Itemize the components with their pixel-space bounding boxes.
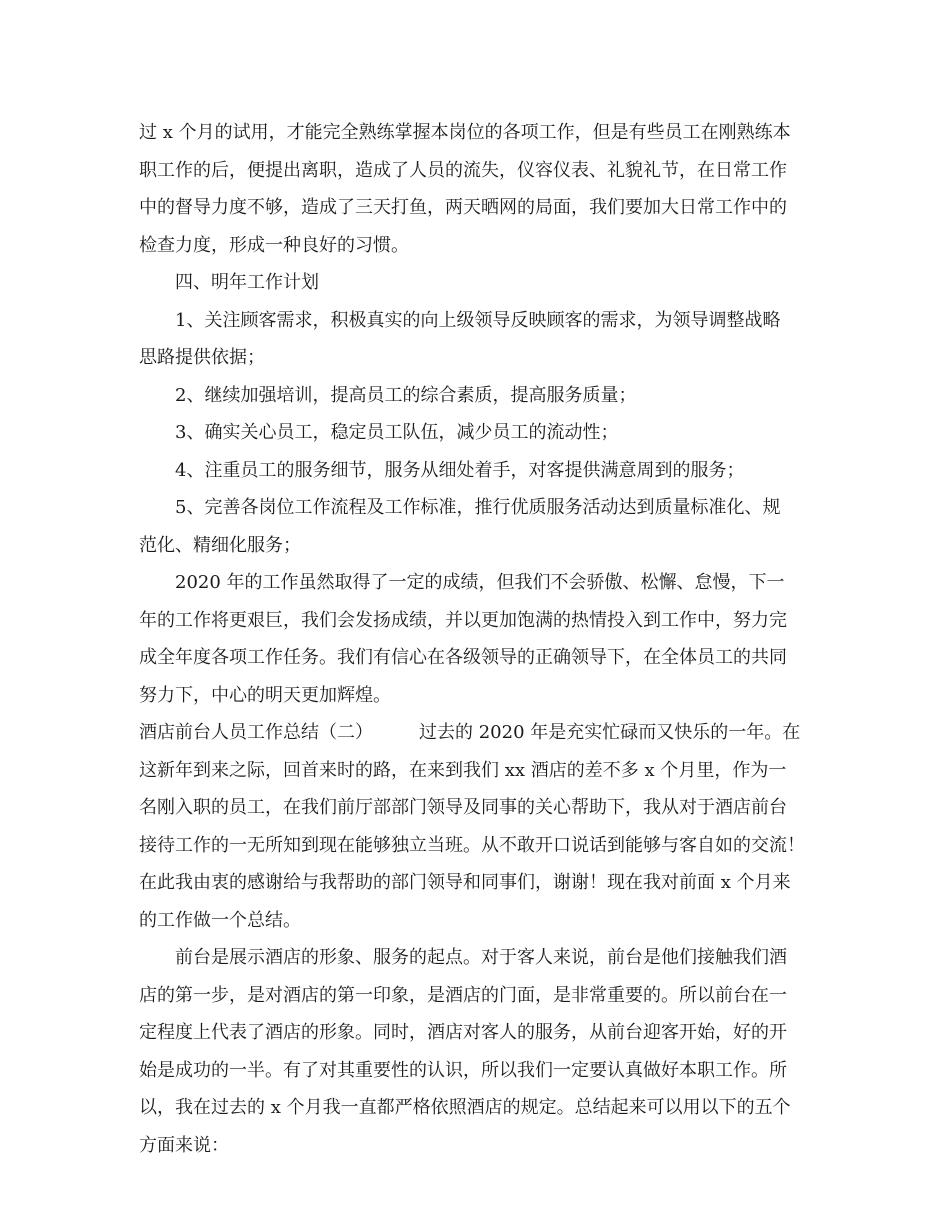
text-line: 范化、精细化服务； xyxy=(139,534,301,556)
text-line: 始是成功的一半。有了对其重要性的认识，所以我们一定要认真做好本职工作。所 xyxy=(139,1059,787,1081)
text-line: 店的第一步，是对酒店的第一印象，是酒店的门面，是非常重要的。所以前台在一 xyxy=(139,984,787,1006)
text-line: 中的督导力度不够，造成了三天打鱼，两天晒网的局面，我们要加大日常工作中的 xyxy=(139,197,787,218)
text-line: 接待工作的一无所知到现在能够独立当班。从不敢开口说话到能够与客自如的交流！ xyxy=(139,834,805,856)
title-line xyxy=(139,714,819,752)
text-line: 的工作做一个总结。 xyxy=(139,909,301,931)
paragraph-start: 2020 年的工作虽然取得了一定的成绩，但我们不会骄傲、松懈、怠慢，下一 xyxy=(175,572,785,593)
text-line: 这新年到来之际，回首来时的路，在来到我们 xx 酒店的差不多 x 个月里，作为一 xyxy=(139,759,787,781)
text-line: 思路提供依据； xyxy=(139,347,265,368)
document-body xyxy=(139,114,819,1164)
plan-item-1: 1、关注顾客需求，积极真实的向上级领导反映顾客的需求，为领导调整战略 xyxy=(175,309,781,331)
text-line: 名刚入职的员工，在我们前厅部部门领导及同事的关心帮助下，我从对于酒店前台 xyxy=(139,797,787,818)
text-line: 定程度上代表了酒店的形象。同时，酒店对客人的服务，从前台迎客开始，好的开 xyxy=(139,1022,787,1043)
text-line: 检查力度，形成一种良好的习惯。 xyxy=(139,234,409,256)
paragraph-start: 过去的 2020 年是充实忙碌而又快乐的一年。在 xyxy=(419,722,801,743)
section-heading: 四、明年工作计划 xyxy=(175,272,319,293)
plan-item-3: 3、确实关心员工，稳定员工队伍，减少员工的流动性； xyxy=(175,422,619,443)
text-line: 年的工作将更艰巨，我们会发扬成绩，并以更加饱满的热情投入到工作中，努力完 xyxy=(139,609,787,631)
text-line: 职工作的后，便提出离职，造成了人员的流失，仪容仪表、礼貌礼节，在日常工作 xyxy=(139,159,787,181)
text-line: 努力下，中心的明天更加辉煌。 xyxy=(139,684,391,706)
text-line: 以，我在过去的 x 个月我一直都严格依照酒店的规定。总结起来可以用以下的五个 xyxy=(139,1097,791,1118)
section-title: 酒店前台人员工作总结（二） xyxy=(139,722,373,743)
plan-item-5: 5、完善各岗位工作流程及工作标准，推行优质服务活动达到质量标准化、规 xyxy=(175,497,781,518)
text-line: 方面来说： xyxy=(139,1134,229,1156)
plan-item-4: 4、注重员工的服务细节，服务从细处着手，对客提供满意周到的服务； xyxy=(175,459,745,481)
text-line: 在此我由衷的感谢给与我帮助的部门领导和同事们，谢谢！现在我对前面 x 个月来 xyxy=(139,872,791,893)
text-line: 成全年度各项工作任务。我们有信心在各级领导的正确领导下，在全体员工的共同 xyxy=(139,647,787,668)
plan-item-2: 2、继续加强培训，提高员工的综合素质，提高服务质量； xyxy=(175,384,637,406)
paragraph-start: 前台是展示酒店的形象、服务的起点。对于客人来说，前台是他们接触我们酒 xyxy=(175,947,787,968)
text-line: 过 x 个月的试用，才能完全熟练掌握本岗位的各项工作，但是有些员工在刚熟练本 xyxy=(139,122,791,143)
